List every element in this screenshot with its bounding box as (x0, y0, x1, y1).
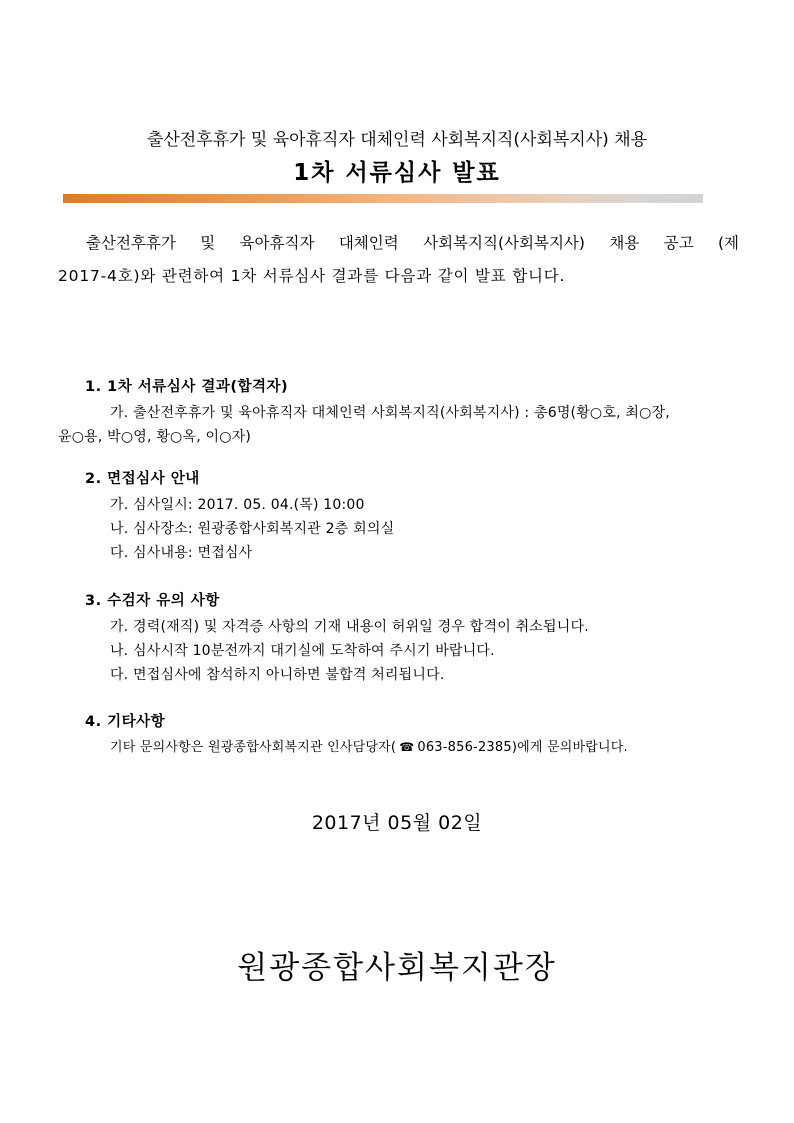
section-1-item-1-line-1: 가. 출산전후휴가 및 육아휴직자 대체인력 사회복지직(사회복지사) : 총6명(황○호, 최○장, (110, 405, 670, 421)
intro-word: (제 (717, 234, 739, 252)
issuing-organization: 원광종합사회복지관장 (237, 950, 557, 986)
section-3-item-2: 나. 심사시작 10분전까지 대기실에 도착하여 주시기 바랍니다. (110, 643, 495, 659)
phone-icon: ☎ (399, 740, 415, 754)
intro-word: 대체인력 (338, 234, 399, 252)
section-2-item-2: 나. 심사장소: 원광종합사회복지관 2층 회의실 (110, 521, 395, 537)
section-2-item-1: 가. 심사일시: 2017. 05. 04.(목) 10:00 (110, 497, 365, 513)
intro-word: 공고 (663, 234, 694, 252)
section-3-item-3: 다. 면접심사에 참석하지 아니하면 불합격 처리됩니다. (110, 667, 445, 683)
document-title: 1차 서류심사 발표 (293, 160, 501, 186)
section-3-item-1: 가. 경력(재직) 및 자격증 사항의 기재 내용이 허위일 경우 합격이 취소됩니다. (110, 619, 589, 635)
intro-word: 채용 (609, 234, 640, 252)
section-3-heading: 3. 수검자 유의 사항 (85, 593, 220, 609)
section-2-heading: 2. 면접심사 안내 (85, 471, 200, 487)
intro-word: 출산전후휴가 (86, 234, 176, 252)
intro-line-1 (58, 227, 739, 260)
section-4-item-1 (110, 736, 628, 755)
section-1-heading: 1. 1차 서류심사 결과(합격자) (85, 379, 289, 395)
contact-text-after: 063-856-2385)에게 문의바랍니다. (417, 740, 628, 755)
section-2-item-3: 다. 심사내용: 면접심사 (110, 545, 253, 561)
section-4-heading: 4. 기타사항 (85, 714, 166, 730)
intro-word: 및 (200, 234, 216, 252)
intro-word: 육아휴직자 (239, 234, 315, 252)
intro-line-2: 2017-4호)와 관련하여 1차 서류심사 결과를 다음과 같이 발표 합니다. (58, 267, 566, 285)
document-subtitle: 출산전후휴가 및 육아휴직자 대체인력 사회복지직(사회복지사) 채용 (146, 130, 648, 150)
contact-text-before: 기타 문의사항은 원광종합사회복지관 인사담당자( (110, 740, 397, 755)
document-date: 2017년 05월 02일 (311, 812, 483, 834)
intro-paragraph (58, 227, 739, 293)
title-underline-bar (63, 194, 703, 203)
section-1-item-1-line-2: 윤○용, 박○영, 황○옥, 이○자) (58, 429, 252, 445)
intro-word: 사회복지직(사회복지사) (423, 234, 585, 252)
